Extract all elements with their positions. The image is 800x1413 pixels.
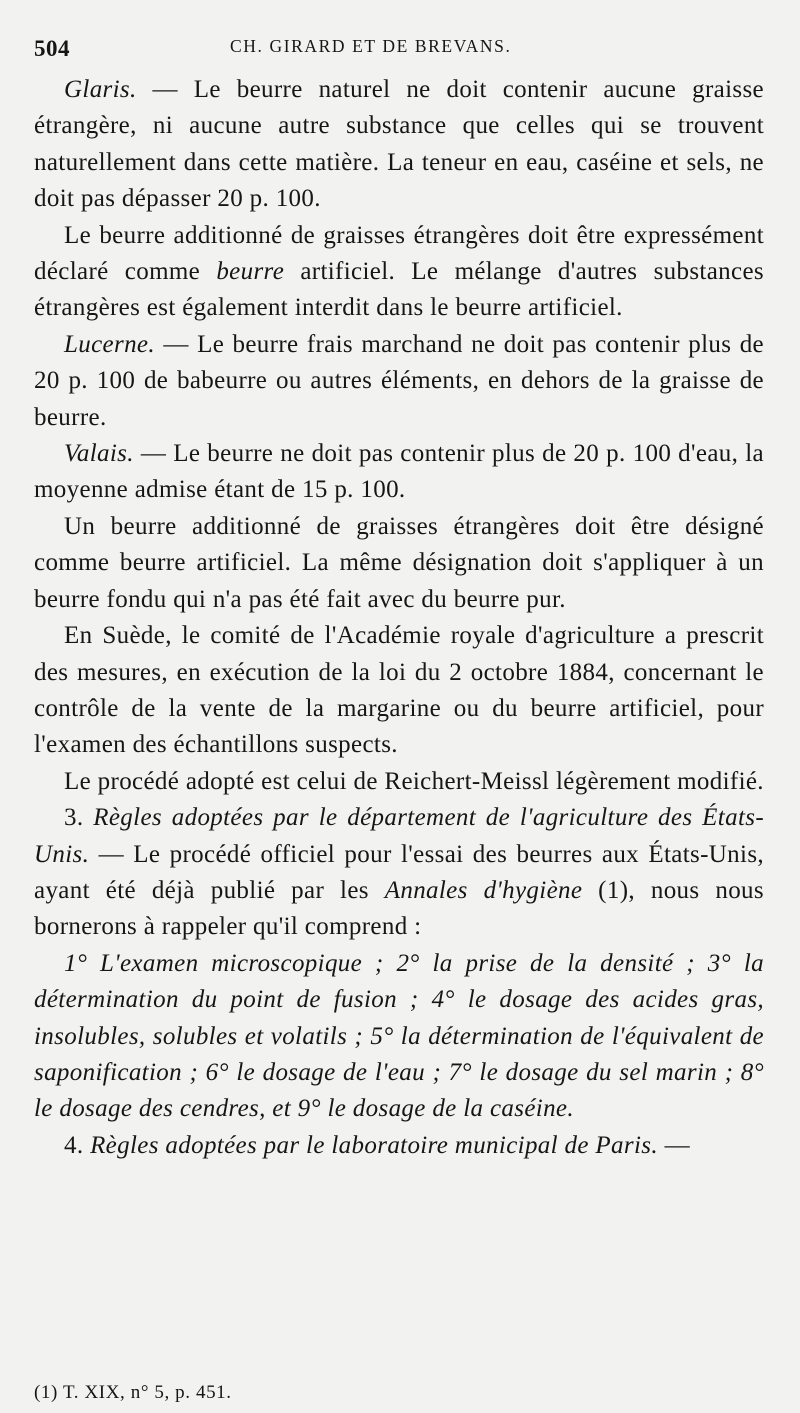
paragraph-artificial-butter xyxy=(34,218,764,327)
paragraph-valais xyxy=(34,436,764,509)
paragraph-designation xyxy=(34,509,764,618)
emphasis: beurre xyxy=(216,258,285,286)
page-header xyxy=(34,30,764,64)
section-4 xyxy=(34,1128,764,1164)
paragraph-sweden xyxy=(34,618,764,764)
paragraph-text: — Le beurre ne doit pas contenir plus de 20 p. 100 d'eau, la moyenne admise étant de 15 p. 100. xyxy=(34,440,764,504)
paragraph-glaris xyxy=(34,72,764,218)
canton-name: Glaris. xyxy=(64,76,137,103)
body-text xyxy=(34,72,764,1164)
paragraph-text: Le beurre additionné de graisses étrangères doit être expressément déclaré comme xyxy=(34,221,764,286)
paragraph-text: Le procédé adopté est celui de Reichert-Meissl légèrement modifié. xyxy=(64,767,764,795)
page-number: 504 xyxy=(34,36,70,61)
paragraph-text: — Le beurre naturel ne doit contenir aucune graisse étrangère, ni aucune autre substance que celles qui se trouvent naturellement dans cette matière. La teneur en eau, caséine et sels, ne doit pas dépasser 20 p. 100. xyxy=(34,76,764,213)
section-heading: Règles adoptées par le laboratoire municipal de Paris. xyxy=(90,1131,658,1159)
procedure-list xyxy=(34,946,764,1128)
paragraph-text: — xyxy=(657,1131,690,1159)
section-heading: Règles adoptées par le département de l'agriculture des États-Unis. xyxy=(34,804,764,868)
paragraph-text: — Le beurre frais marchand ne doit pas contenir plus de 20 p. 100 de babeurre ou autres éléments, en dehors de la graisse de beurre. xyxy=(34,330,764,431)
paragraph-text: artificiel. Le mélange d'autres substances étrangères est également interdit dans le beurre artificiel. xyxy=(34,258,764,322)
section-3 xyxy=(34,800,764,946)
paragraph-text: En Suède, le comité de l'Académie royale d'agriculture a prescrit des mesures, en exécution de la loi du 2 octobre 1884, concernant le contrôle de la vente de la margarine ou du beurre artificiel, pour l'examen des échantillons suspects. xyxy=(34,622,764,759)
emphasis: Annales d'hygiène xyxy=(384,876,583,904)
canton-name: Valais. xyxy=(64,440,134,468)
section-number: 4. xyxy=(64,1131,84,1159)
section-number: 3. xyxy=(64,804,84,832)
canton-name: Lucerne. xyxy=(64,330,155,358)
book-page xyxy=(34,30,764,1403)
paragraph-lucerne xyxy=(34,327,764,436)
paragraph-text: Un beurre additionné de graisses étrangères doit être désigné comme beurre artificiel. La même désignation doit s'appliquer à un beurre fondu qui n'a pas été fait avec du beurre pur. xyxy=(34,512,764,613)
footnote: (1) T. XIX, n° 5, p. 451. xyxy=(34,1382,232,1403)
paragraph-text: (1), nous nous bornerons à rappeler qu'il comprend : xyxy=(34,876,764,941)
paragraph-text: 1° L'examen microscopique ; 2° la prise de la densité ; 3° la détermination du point de fusion ; 4° le dosage des acides gras, insolubles, solubles et volatils ; 5° la détermination de l'équivalent de saponification ; 6° le dosage de l'eau ; 7° le dosage du sel marin ; 8° le dosage des cendres, et 9° le dosage de la caséine. xyxy=(34,949,764,1123)
running-head: CH. GIRARD ET DE BREVANS. xyxy=(230,36,512,56)
paragraph-text: — Le procédé officiel pour l'essai des beurres aux États-Unis, ayant été déjà publié par les xyxy=(34,840,764,904)
paragraph-reichert-meissl xyxy=(34,764,764,800)
